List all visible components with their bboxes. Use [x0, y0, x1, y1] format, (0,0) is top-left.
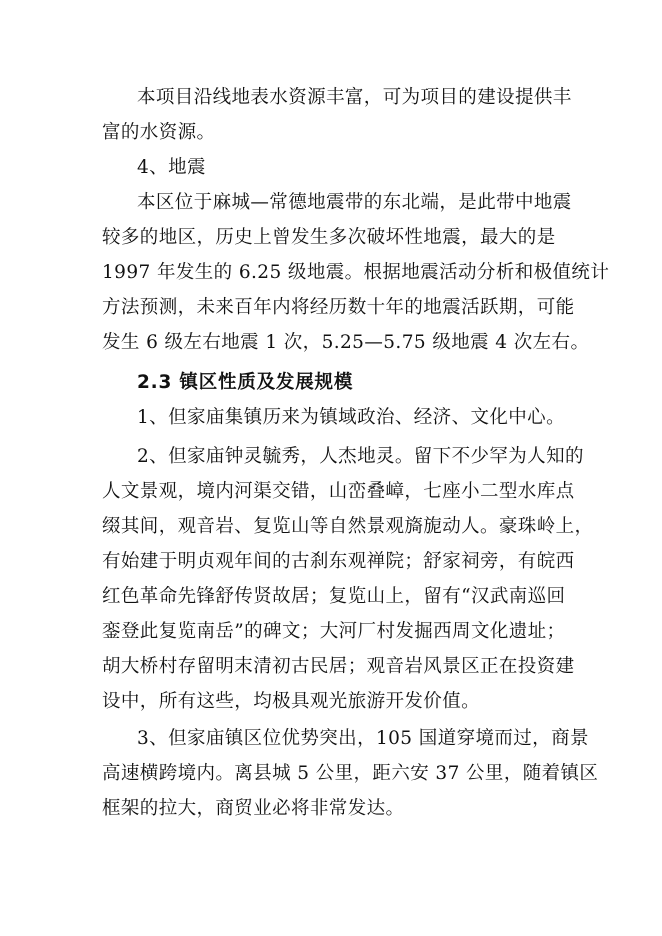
- section-title-earthquake: 4、地震: [137, 157, 206, 178]
- paragraph-item-2-line-4: 有始建于明贞观年间的古刹东观禅院；舒家祠旁，有皖西: [102, 551, 575, 572]
- paragraph-water-line-2: 富的水资源。: [102, 122, 216, 143]
- paragraph-item-2-line-7: 胡大桥村存留明末清初古民居；观音岩风景区正在投资建: [102, 656, 575, 677]
- paragraph-item-1: 1、但家庙集镇历来为镇域政治、经济、文化中心。: [137, 407, 565, 428]
- paragraph-earthquake-line-1: 本区位于麻城—常德地震带的东北端，是此带中地震: [137, 192, 572, 213]
- paragraph-item-3-line-2: 高速横跨境内。离县城 5 公里，距六安 37 公里，随着镇区: [102, 763, 599, 784]
- section-heading-town-development: 2.3 镇区性质及发展规模: [137, 372, 354, 393]
- paragraph-earthquake-line-5: 发生 6 级左右地震 1 次，5.25—5.75 级地震 4 次左右。: [102, 332, 590, 353]
- paragraph-earthquake-line-3: 1997 年发生的 6.25 级地震。根据地震活动分析和极值统计: [102, 262, 610, 283]
- paragraph-earthquake-line-2: 较多的地区，历史上曾发生多次破坏性地震，最大的是: [102, 227, 556, 248]
- paragraph-water-line-1: 本项目沿线地表水资源丰富，可为项目的建设提供丰: [137, 87, 572, 108]
- paragraph-item-3-line-3: 框架的拉大，商贸业必将非常发达。: [102, 798, 405, 819]
- paragraph-item-2-line-5: 红色革命先锋舒传贤故居；复览山上，留有“汉武南巡回: [102, 586, 566, 607]
- paragraph-item-2-line-3: 缀其间，观音岩、复览山等自然景观旖旎动人。豪珠岭上，: [102, 516, 594, 537]
- paragraph-earthquake-line-4: 方法预测，未来百年内将经历数十年的地震活跃期，可能: [102, 297, 575, 318]
- paragraph-item-2-line-8: 设中，所有这些，均极具观光旅游开发价值。: [102, 691, 481, 712]
- paragraph-item-2-line-2: 人文景观，境内河渠交错，山峦叠嶂，七座小二型水库点: [102, 481, 575, 502]
- paragraph-item-2-line-1: 2、但家庙钟灵毓秀，人杰地灵。留下不少罕为人知的: [137, 446, 584, 467]
- paragraph-item-3-line-1: 3、但家庙镇区位优势突出，105 国道穿境而过，商景: [137, 728, 589, 749]
- paragraph-item-2-line-6: 銮登此复览南岳”的碑文；大河厂村发掘西周文化遗址；: [102, 621, 566, 642]
